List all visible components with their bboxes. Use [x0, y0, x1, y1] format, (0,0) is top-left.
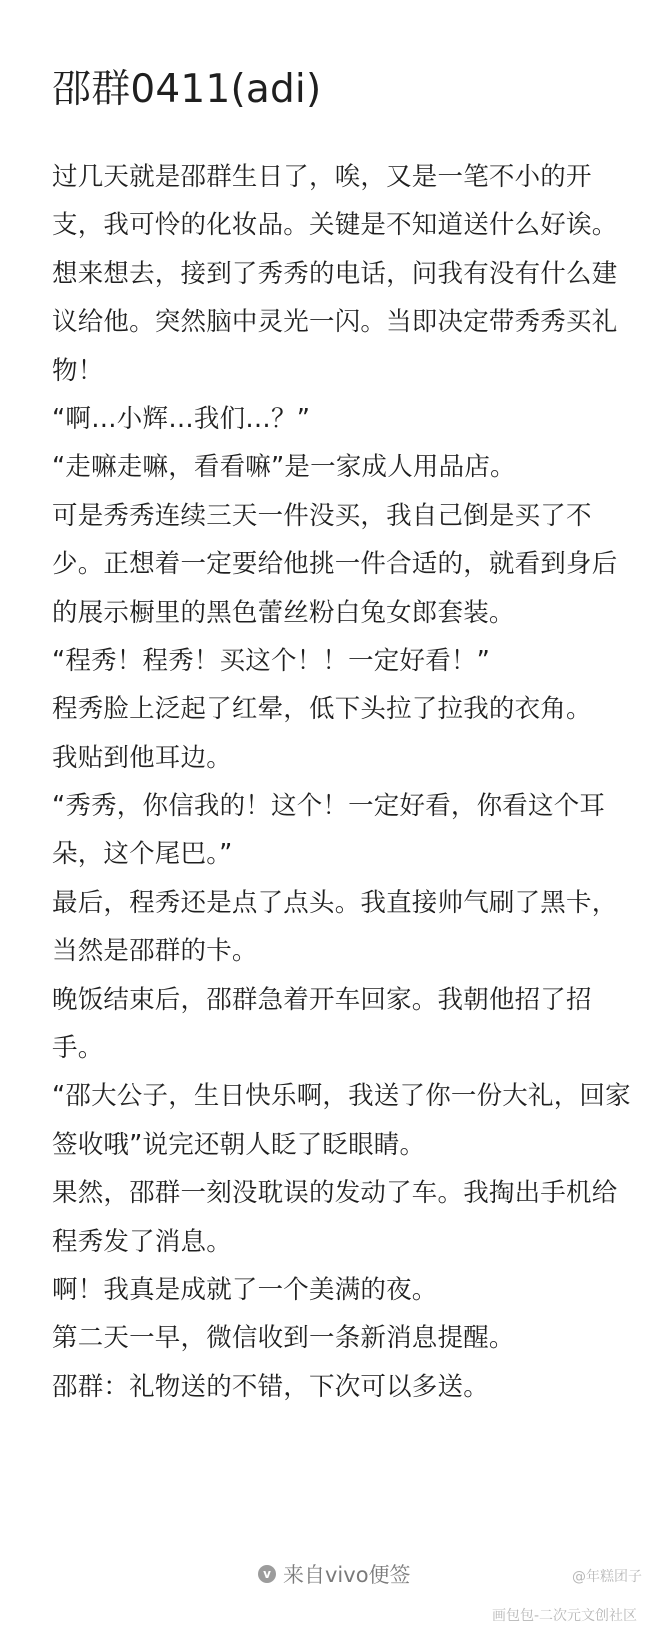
note-line: 想来想去，接到了秀秀的电话，问我有没有什么建 — [52, 258, 618, 289]
vivo-icon: v — [258, 1565, 276, 1583]
note-line: 物！ — [52, 355, 104, 386]
note-line: 手。 — [52, 1033, 104, 1064]
note-line: 少。正想着一定要给他挑一件合适的，就看到身后 — [52, 549, 618, 580]
note-body — [52, 153, 631, 1411]
note-line: 过几天就是邵群生日了，唉，又是一笔不小的开 — [52, 162, 592, 192]
note-line: 啊！我真是成就了一个美满的夜。 — [52, 1274, 438, 1305]
source-label: 来自vivo便签 — [283, 1563, 411, 1587]
note-line: 程秀脸上泛起了红晕，低下头拉了拉我的衣角。 — [52, 694, 592, 725]
note-line: 朵，这个尾巴。” — [52, 839, 233, 870]
note-line: 第二天一早，微信收到一条新消息提醒。 — [52, 1323, 515, 1354]
note-line: “走嘛走嘛，看看嘛”是一家成人用品店。 — [52, 452, 516, 483]
note-line: “邵大公子，生日快乐啊，我送了你一份大礼，回家 — [52, 1081, 631, 1112]
note-line: 的展示橱里的黑色蕾丝粉白兔女郎套装。 — [52, 597, 515, 628]
note-line: “秀秀，你信我的！这个！一定好看，你看这个耳 — [52, 791, 606, 822]
site-watermark: 画包包-二次元文创社区 — [492, 1608, 638, 1624]
note-line: 签收哦”说完还朝人眨了眨眼睛。 — [52, 1129, 426, 1160]
note-line: 最后，程秀还是点了点头。我直接帅气刷了黑卡， — [52, 887, 618, 918]
note-line: 我贴到他耳边。 — [52, 742, 232, 773]
note-line: “啊…小辉…我们…？” — [52, 403, 311, 434]
note-line: 可是秀秀连续三天一件没买，我自己倒是买了不 — [52, 500, 592, 531]
note-line: 议给他。突然脑中灵光一闪。当即决定带秀秀买礼 — [52, 307, 618, 338]
note-line: “程秀！程秀！买这个！！一定好看！” — [52, 645, 491, 676]
note-line: 支，我可怜的化妆品。关键是不知道送什么好诶。 — [52, 210, 618, 241]
source-footer — [258, 1560, 411, 1588]
note-line: 程秀发了消息。 — [52, 1226, 232, 1257]
note-line: 当然是邵群的卡。 — [52, 936, 258, 967]
note-title: 邵群0411(adi) — [52, 67, 322, 112]
note-line: 果然，邵群一刻没耽误的发动了车。我掏出手机给 — [52, 1178, 618, 1209]
note-line: 晚饭结束后，邵群急着开车回家。我朝他招了招 — [52, 984, 592, 1015]
note-line: 邵群：礼物送的不错，下次可以多送。 — [52, 1371, 489, 1402]
author-watermark: @年糕团子 — [572, 1569, 642, 1585]
